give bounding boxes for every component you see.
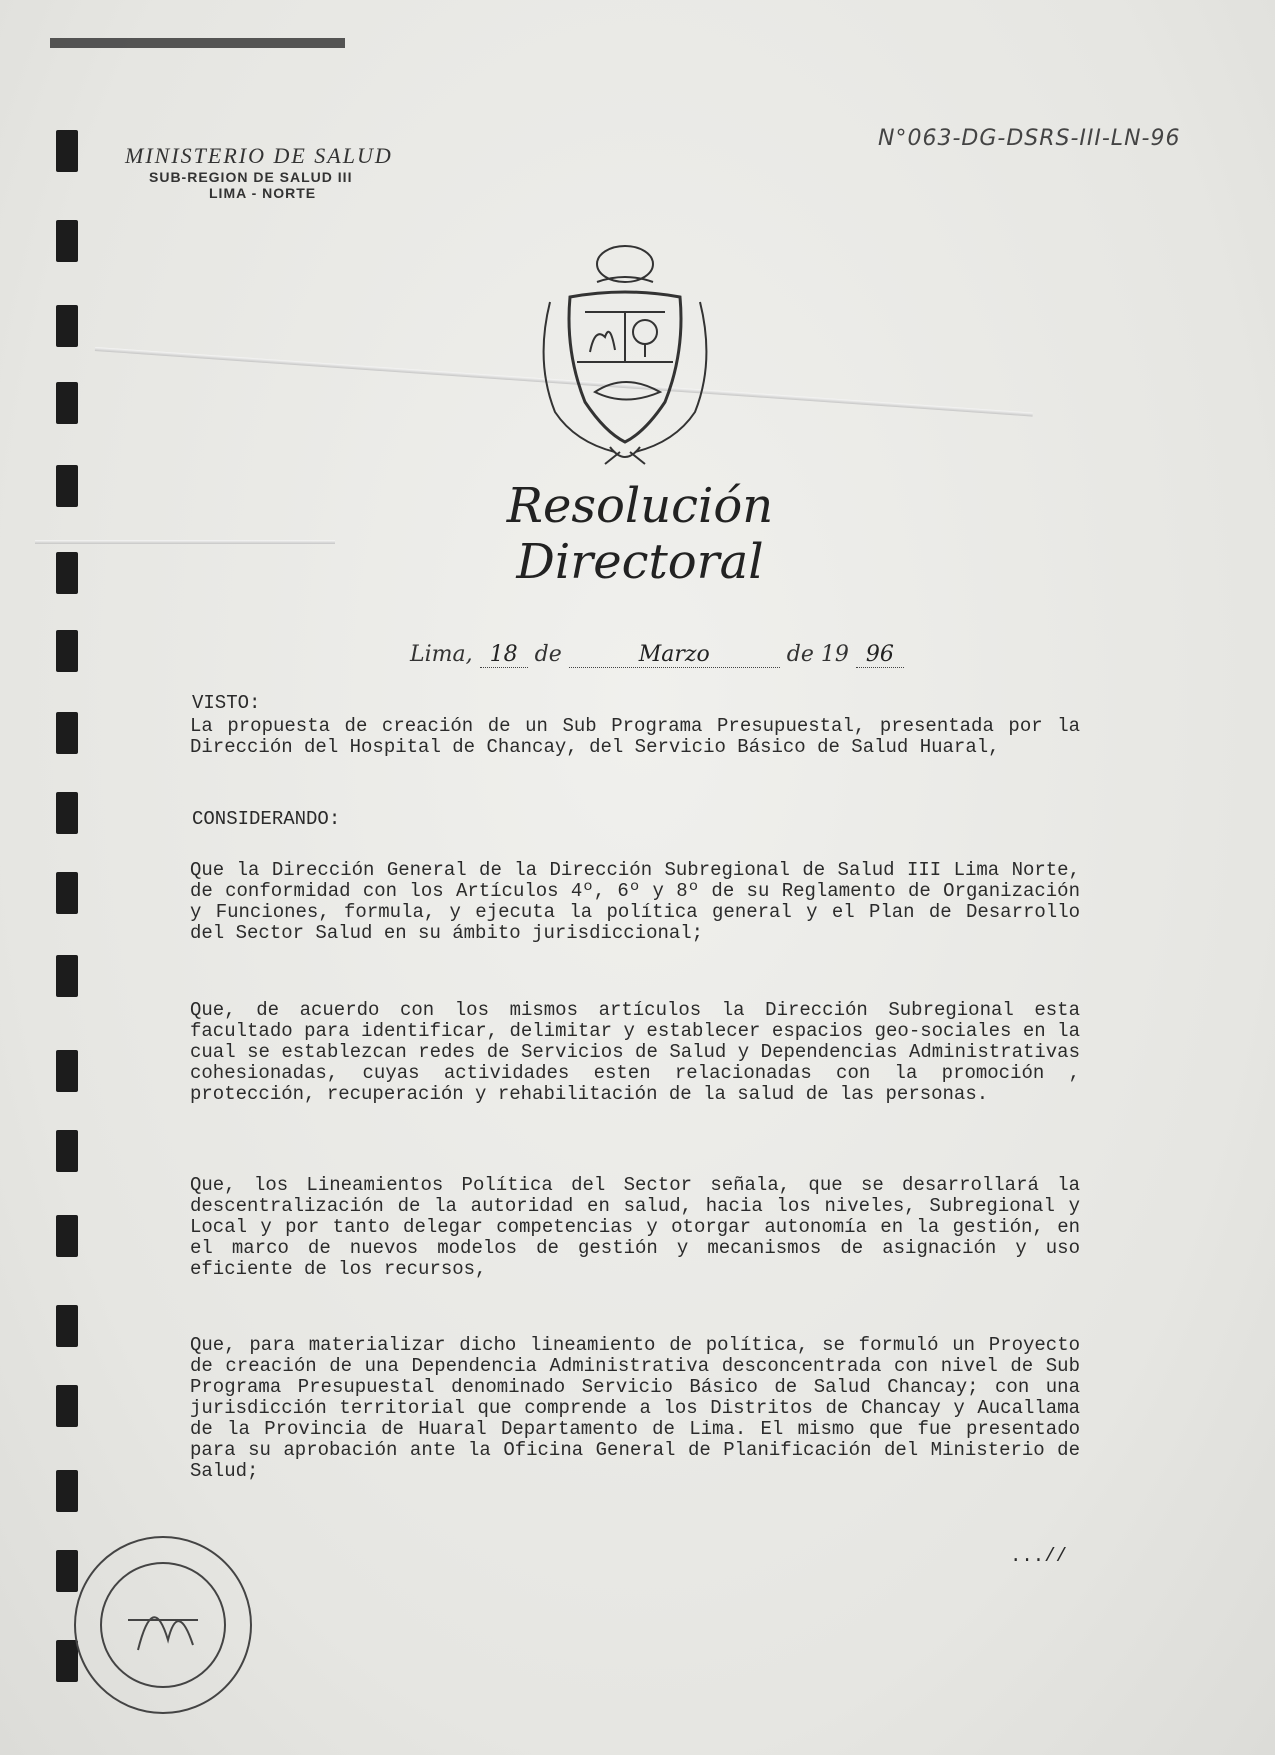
document-title: Resolución Directoral — [506, 478, 774, 590]
date-year: 96 — [856, 642, 904, 668]
binding-strip — [48, 120, 96, 1750]
paragraph-1: Que la Dirección General de la Dirección Subregional de Salud III Lima Norte, de conformidad con los Artículos 4º, 6º y 8º de su Reglamento de Organización y Funciones, formula, y ejecuta la política general y el Plan de Desarrollo del Sector Salud en su ámbito jurisdiccional; — [190, 859, 1080, 944]
visto-text: La propuesta de creación de un Sub Programa Presupuestal, presentada por la Dirección del Hospital de Chancay, del Servicio Básico de Salud Huaral, — [190, 715, 1080, 758]
official-seal-icon — [68, 1530, 258, 1720]
considerando-paragraph — [190, 1335, 1080, 1482]
letterhead — [125, 143, 393, 201]
visto-label: VISTO: — [192, 692, 261, 714]
coat-of-arms-icon — [525, 242, 725, 472]
considerando-paragraph — [190, 860, 1080, 944]
considerando-label: CONSIDERANDO: — [192, 808, 341, 830]
ministry-name: MINISTERIO DE SALUD — [125, 143, 393, 168]
date-de: de — [534, 642, 562, 667]
paragraph-3: Que, los Lineamientos Política del Sector señala, que se desarrollará la descentralización de la autoridad en salud, hacia los niveles, Subregional y Local y por tanto delegar competencias y otorgar autonomía en la gestión, en el marco de nuevos modelos de gestión y mecanismos de asignación y uso eficiente de los recursos, — [190, 1174, 1080, 1280]
paragraph-2: Que, de acuerdo con los mismos artículos la Dirección Subregional esta facultado para identificar, delimitar y establecer espacios geo-sociales en la cual se establezcan redes de Servicios de Salud y Dependencias Administrativas cohesionadas, cuyas actividades esten relacionadas con la promoción , protección, recuperación y rehabilitación de la salud de las personas. — [190, 999, 1080, 1105]
subregion-name: SUB-REGION DE SALUD III — [149, 169, 353, 185]
visto-text-block — [190, 716, 1080, 758]
date-year-prefix: de 19 — [786, 642, 849, 667]
document-number: N°063-DG-DSRS-III-LN-96 — [878, 126, 1181, 151]
date-line — [410, 642, 904, 667]
date-month: Marzo — [569, 642, 780, 668]
paragraph-4: Que, para materializar dicho lineamiento de política, se formuló un Proyecto de creación de una Dependencia Administrativa desconcentrada con nivel de Sub Programa Presupuestal denominado Servicio Básico de Salud Chancay; con una jurisdicción territorial que comprende a los Distritos de Chancay y Aucallama de la Provincia de Huaral Departamento de Lima. El mismo que fue presentado para su aprobación ante la Oficina General de Planificación del Ministerio de Salud; — [190, 1334, 1080, 1482]
scan-artifact-bar — [50, 38, 345, 48]
location-name: LIMA - NORTE — [209, 185, 317, 201]
date-city: Lima, — [410, 642, 473, 667]
considerando-paragraph — [190, 1175, 1080, 1280]
date-day: 18 — [480, 642, 528, 668]
continuation-mark: ...// — [1010, 1545, 1068, 1567]
considerando-paragraph — [190, 1000, 1080, 1105]
